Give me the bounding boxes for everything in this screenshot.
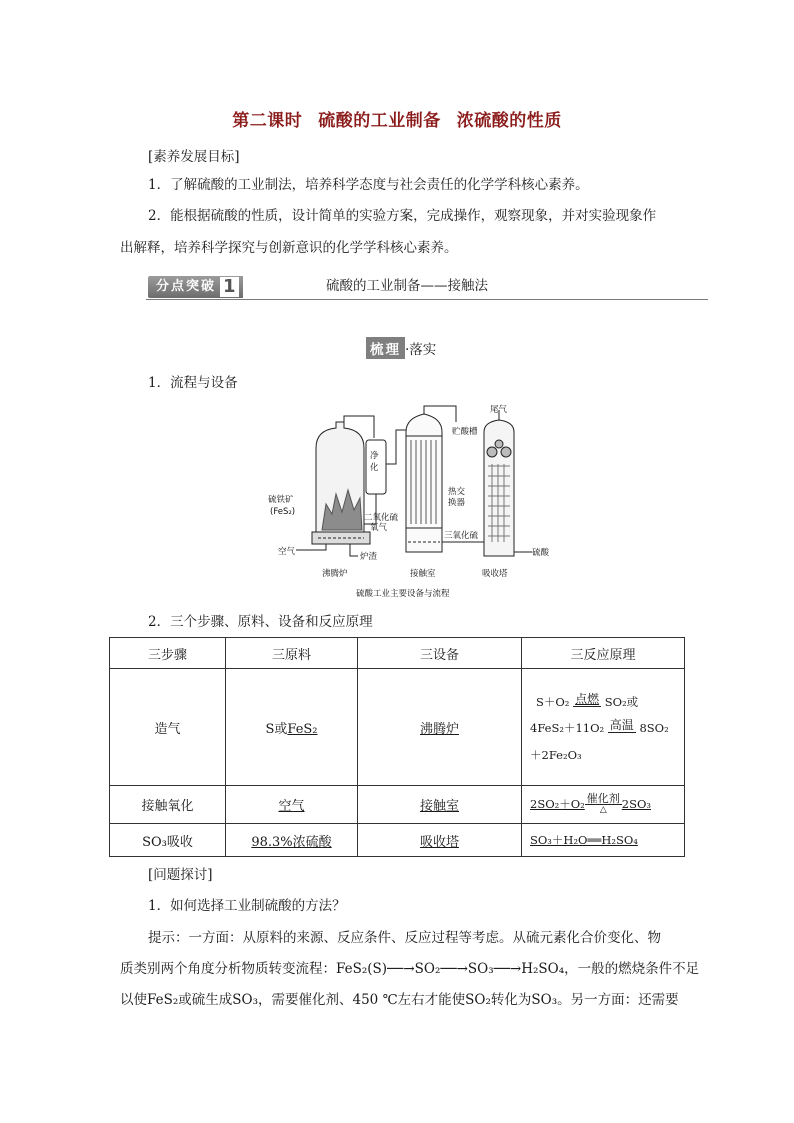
goal-item-1: 1．了解硫酸的工业制法，培养科学态度与社会责任的化学学科核心素养。 xyxy=(148,177,589,193)
label-tower: 吸收塔 xyxy=(482,569,508,579)
cell-material-1: S或FeS₂ xyxy=(226,669,358,786)
cell-principle-2: 2SO₂＋O₂ $\frac{\text{催化剂}}{\triangle}$ 2SO₃ xyxy=(522,786,685,824)
label-contact: 接触室 xyxy=(410,569,436,579)
label-furnace: 沸腾炉 xyxy=(322,569,348,579)
item1-heading: 1．流程与设备 xyxy=(148,375,238,391)
section-title: 硫酸的工业制备——接触法 xyxy=(326,278,488,294)
goal-item-2a: 2．能根据硫酸的性质，设计简单的实验方案，完成操作，观察现象，并对实验现象作 xyxy=(148,208,657,224)
cell-step-3: SO₃吸收 xyxy=(110,824,226,857)
label-purify-2: 化 xyxy=(370,463,379,473)
label-so2-gas2: 氧气 xyxy=(370,523,388,533)
label-air: 空气 xyxy=(278,547,296,557)
label-so3: 三氧化硫 xyxy=(444,531,479,541)
goals-heading: [素养发展目标] xyxy=(148,149,240,165)
label-acid: 硫酸 xyxy=(532,548,550,558)
cell-step-1: 造气 xyxy=(110,669,226,786)
cell-material-3: 98.3%浓硫酸 xyxy=(226,824,358,857)
diagram-caption: 硫酸工业主要设备与流程 xyxy=(356,589,450,599)
page-title: 第二课时 硫酸的工业制备 浓硫酸的性质 xyxy=(232,111,562,131)
cell-equipment-3: 吸收塔 xyxy=(358,824,522,857)
label-slag: 炉渣 xyxy=(360,552,378,562)
cell-equipment-2: 接触室 xyxy=(358,786,522,824)
process-table xyxy=(109,637,685,857)
discussion-heading: [问题探讨] xyxy=(148,867,213,883)
label-so2-gas1: 二氧化硫 xyxy=(364,513,399,523)
item2-heading: 2．三个步骤、原料、设备和反应原理 xyxy=(148,614,373,630)
label-exchanger-1: 热交 xyxy=(448,487,466,497)
question-1: 1．如何选择工业制硫酸的方法？ xyxy=(148,898,346,914)
cell-equipment-1: 沸腾炉 xyxy=(358,669,522,786)
answer-1-line-2: 质类别两个角度分析物质转变流程：FeS₂(S)──→SO₂──→SO₃──→H₂SO₄，一般的燃烧条件不足 xyxy=(120,961,700,977)
label-purify-1: 净 xyxy=(370,451,379,461)
process-diagram xyxy=(266,402,556,602)
cell-principle-3: SO₃＋H₂O══H₂SO₄ xyxy=(522,824,685,857)
th-principle: 三反应原理 xyxy=(522,638,685,669)
section-header xyxy=(146,272,708,302)
section-badge: 分点突破 1 xyxy=(148,276,243,298)
answer-1-line-1: 提示：一方面：从原料的来源、反应条件、反应过程等考虑。从硫元素化合价变化、物 xyxy=(148,930,661,946)
cell-material-2: 空气 xyxy=(226,786,358,824)
th-step: 三步骤 xyxy=(110,638,226,669)
label-exchanger-2: 换器 xyxy=(448,498,466,508)
goal-item-2b: 出解释，培养科学探究与创新意识的化学学科核心素养。 xyxy=(120,240,458,256)
cell-principle-1: S＋O₂ 点燃 SO₂或 4FeS₂＋11O₂ 高温 8SO₂ ＋2Fe₂O₃ xyxy=(522,669,685,786)
label-tank: 贮酸槽 xyxy=(452,427,478,437)
th-equipment: 三设备 xyxy=(358,638,522,669)
label-pyrite-formula: (FeS₂) xyxy=(270,507,296,517)
answer-1-line-3: 以使FeS₂或硫生成SO₃，需要催化剂、450 ℃左右才能使SO₂转化为SO₃。另一方面：还需要 xyxy=(120,992,679,1008)
combing-label: 梳理 ·落实 xyxy=(366,337,436,359)
label-tail: 尾气 xyxy=(490,405,508,415)
label-pyrite: 硫铁矿 xyxy=(268,495,294,505)
th-material: 三原料 xyxy=(226,638,358,669)
cell-step-2: 接触氧化 xyxy=(110,786,226,824)
